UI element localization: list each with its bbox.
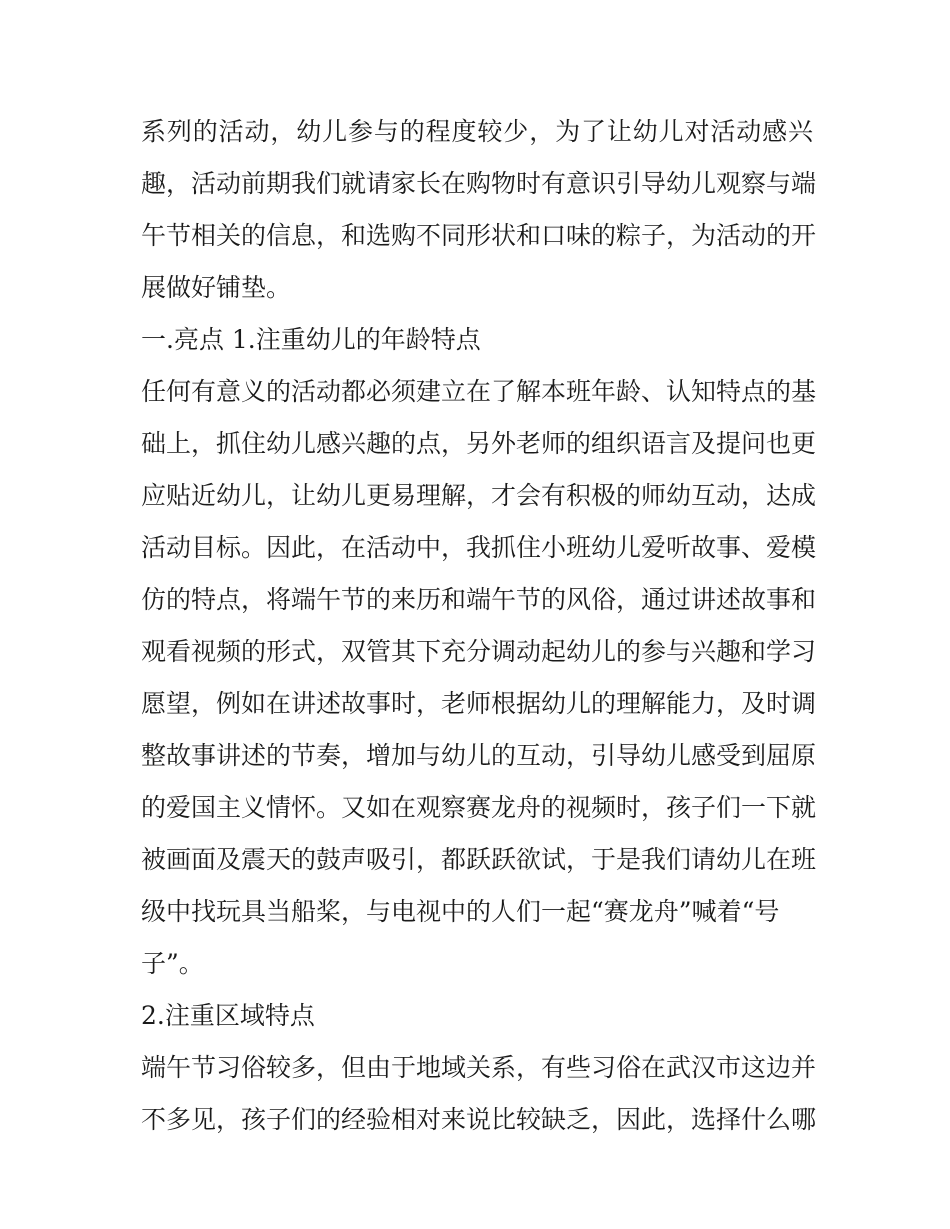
text-line: 应贴近幼儿，让幼儿更易理解，才会有积极的师幼互动，达成 <box>141 481 817 510</box>
text-line: 午节相关的信息，和选购不同形状和口味的粽子，为活动的开 <box>141 221 817 250</box>
text-line: 整故事讲述的节奏，增加与幼儿的互动，引导幼儿感受到屈原 <box>141 741 817 770</box>
text-line: 观看视频的形式，双管其下充分调动起幼儿的参与兴趣和学习 <box>141 637 817 666</box>
text-line: 活动目标。因此，在活动中，我抓住小班幼儿爱听故事、爱模 <box>141 533 817 562</box>
text-line: 不多见，孩子们的经验相对来说比较缺乏，因此，选择什么哪 <box>141 1105 817 1134</box>
document-body <box>141 106 817 1146</box>
text-line: 愿望，例如在讲述故事时，老师根据幼儿的理解能力，及时调 <box>141 689 817 718</box>
text-line: 级中找玩具当船桨，与电视中的人们一起“赛龙舟”喊着“号 <box>141 897 780 926</box>
text-line: 一.亮点 1.注重幼儿的年龄特点 <box>141 325 481 354</box>
text-line: 任何有意义的活动都必须建立在了解本班年龄、认知特点的基 <box>141 377 817 406</box>
text-line: 系列的活动，幼儿参与的程度较少，为了让幼儿对活动感兴 <box>141 117 813 146</box>
text-line: 展做好铺垫。 <box>141 273 292 302</box>
text-line: 2.注重区域特点 <box>141 1001 315 1030</box>
text-line: 被画面及震天的鼓声吸引，都跃跃欲试，于是我们请幼儿在班 <box>141 845 817 874</box>
text-line: 趣，活动前期我们就请家长在购物时有意识引导幼儿观察与端 <box>141 169 817 198</box>
text-line: 仿的特点，将端午节的来历和端午节的风俗，通过讲述故事和 <box>141 585 817 614</box>
text-line: 础上，抓住幼儿感兴趣的点，另外老师的组织语言及提问也更 <box>141 429 817 458</box>
text-line: 子”。 <box>141 949 204 978</box>
text-line: 端午节习俗较多，但由于地域关系，有些习俗在武汉市这边并 <box>141 1053 817 1082</box>
text-line: 的爱国主义情怀。又如在观察赛龙舟的视频时，孩子们一下就 <box>141 793 817 822</box>
